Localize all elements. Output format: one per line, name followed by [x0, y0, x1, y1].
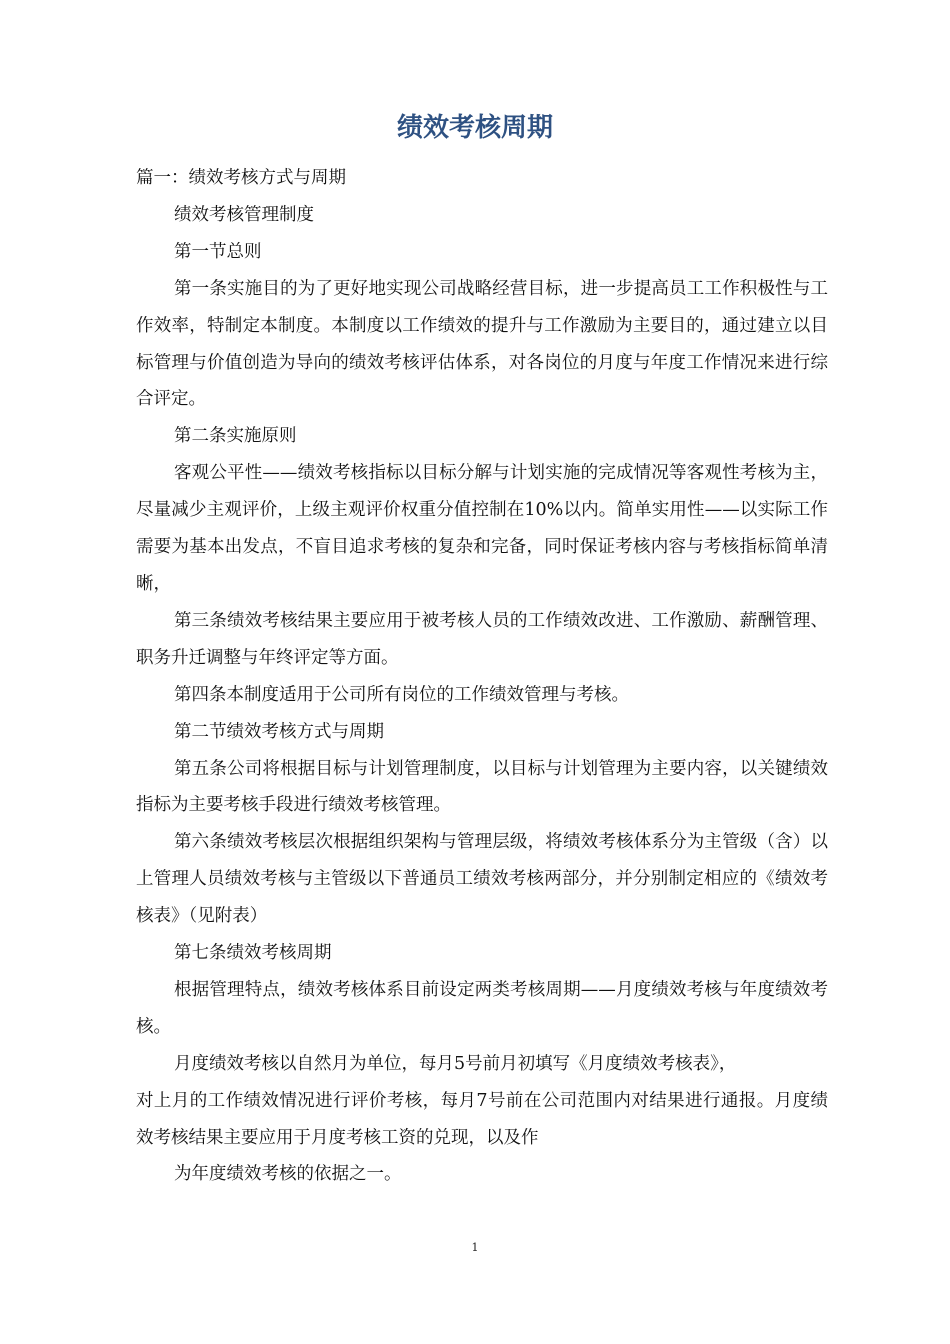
paragraph: 月度绩效考核以自然月为单位，每月5号前月初填写《月度绩效考核表》，	[174, 1053, 737, 1074]
page-number: 1	[471, 1241, 479, 1254]
paragraph: 绩效考核管理制度	[174, 204, 314, 225]
paragraph: 第四条本制度适用于公司所有岗位的工作绩效管理与考核。	[174, 684, 629, 705]
paragraph: 第五条公司将根据目标与计划管理制度，以目标与计划管理为主要内容，以关键绩效指标为主要考核手段进行绩效考核管理。	[136, 758, 828, 816]
paragraph: 第一条实施目的为了更好地实现公司战略经营目标，进一步提高员工工作积极性与工作效率，特制定本制度。本制度以工作绩效的提升与工作激励为主要目的，通过建立以目标管理与价值创造为导向的绩效考核评估体系，对各岗位的月度与年度工作情况来进行综合评定。	[136, 278, 828, 410]
document-body	[136, 160, 828, 1193]
paragraph: 第三条绩效考核结果主要应用于被考核人员的工作绩效改进、工作激励、薪酬管理、职务升迁调整与年终评定等方面。	[136, 610, 828, 668]
paragraph: 客观公平性——绩效考核指标以目标分解与计划实施的完成情况等客观性考核为主，尽量减少主观评价，上级主观评价权重分值控制在10%以内。简单实用性——以实际工作需要为基本出发点，不盲目追求考核的复杂和完备，同时保证考核内容与考核指标简单清晰，	[136, 463, 828, 594]
paragraph: 第二条实施原则	[174, 426, 297, 447]
paragraph: 为年度绩效考核的依据之一。	[174, 1164, 402, 1185]
paragraph: 第一节总则	[174, 241, 262, 262]
paragraph: 第七条绩效考核周期	[174, 943, 332, 964]
paragraph: 篇一：绩效考核方式与周期	[136, 168, 346, 188]
paragraph: 对上月的工作绩效情况进行评价考核，每月7号前在公司范围内对结果进行通报。月度绩效考核结果主要应用于月度考核工资的兑现，以及作	[136, 1090, 828, 1148]
paragraph: 第二节绩效考核方式与周期	[174, 721, 384, 742]
paragraph: 根据管理特点，绩效考核体系目前设定两类考核周期——月度绩效考核与年度绩效考核。	[136, 979, 828, 1037]
paragraph: 第六条绩效考核层次根据组织架构与管理层级，将绩效考核体系分为主管级（含）以上管理人员绩效考核与主管级以下普通员工绩效考核两部分，并分别制定相应的《绩效考核表》（见附表）	[136, 832, 828, 927]
page-title: 绩效考核周期	[396, 113, 553, 143]
